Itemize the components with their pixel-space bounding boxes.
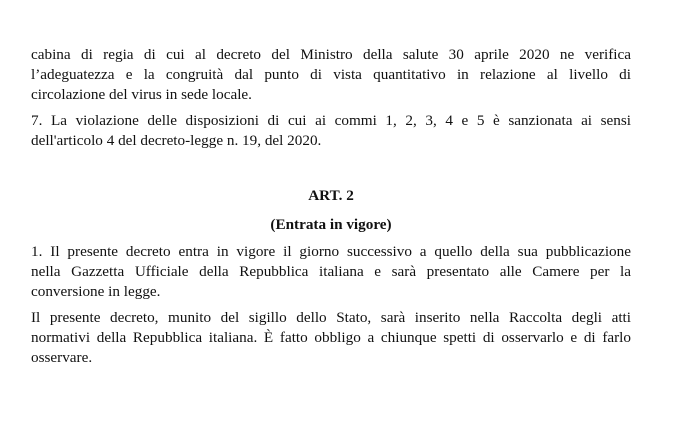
text-line: osservare. [31, 349, 93, 366]
text-line: circolazione del virus in sede locale. [31, 86, 252, 103]
text-line: normativi della Repubblica italiana. È fatto obbligo a chiunque spetti di osservarlo e di farlo [31, 329, 631, 346]
text-line: 1. Il presente decreto entra in vigore il giorno successivo a quello della sua pubblicazione [31, 243, 631, 260]
text-line: Il presente decreto, munito del sigillo dello Stato, sarà inserito nella Raccolta degli atti [31, 309, 631, 326]
text-line: nella Gazzetta Ufficiale della Repubblica italiana e sarà presentato alle Camere per la [31, 263, 631, 280]
paragraph-entrata-in-vigore [31, 242, 631, 302]
paragraph-comma-7 [31, 111, 631, 151]
article-title: ART. 2 [308, 187, 354, 204]
text-line: conversione in legge. [31, 283, 161, 300]
text-line: cabina di regia di cui al decreto del Ministro della salute 30 aprile 2020 ne verifica [31, 46, 631, 63]
paragraph-cabina-di-regia [31, 45, 631, 105]
text-line: 7. La violazione delle disposizioni di cui ai commi 1, 2, 3, 4 e 5 è sanzionata ai sensi [31, 112, 631, 129]
text-line: dell'articolo 4 del decreto-legge n. 19, del 2020. [31, 132, 322, 149]
article-subtitle: (Entrata in vigore) [270, 216, 392, 233]
paragraph-sigillo-dello-stato [31, 308, 631, 368]
text-line: l’adeguatezza e la congruità dal punto di vista quantitativo in relazione al livello di [31, 66, 631, 83]
